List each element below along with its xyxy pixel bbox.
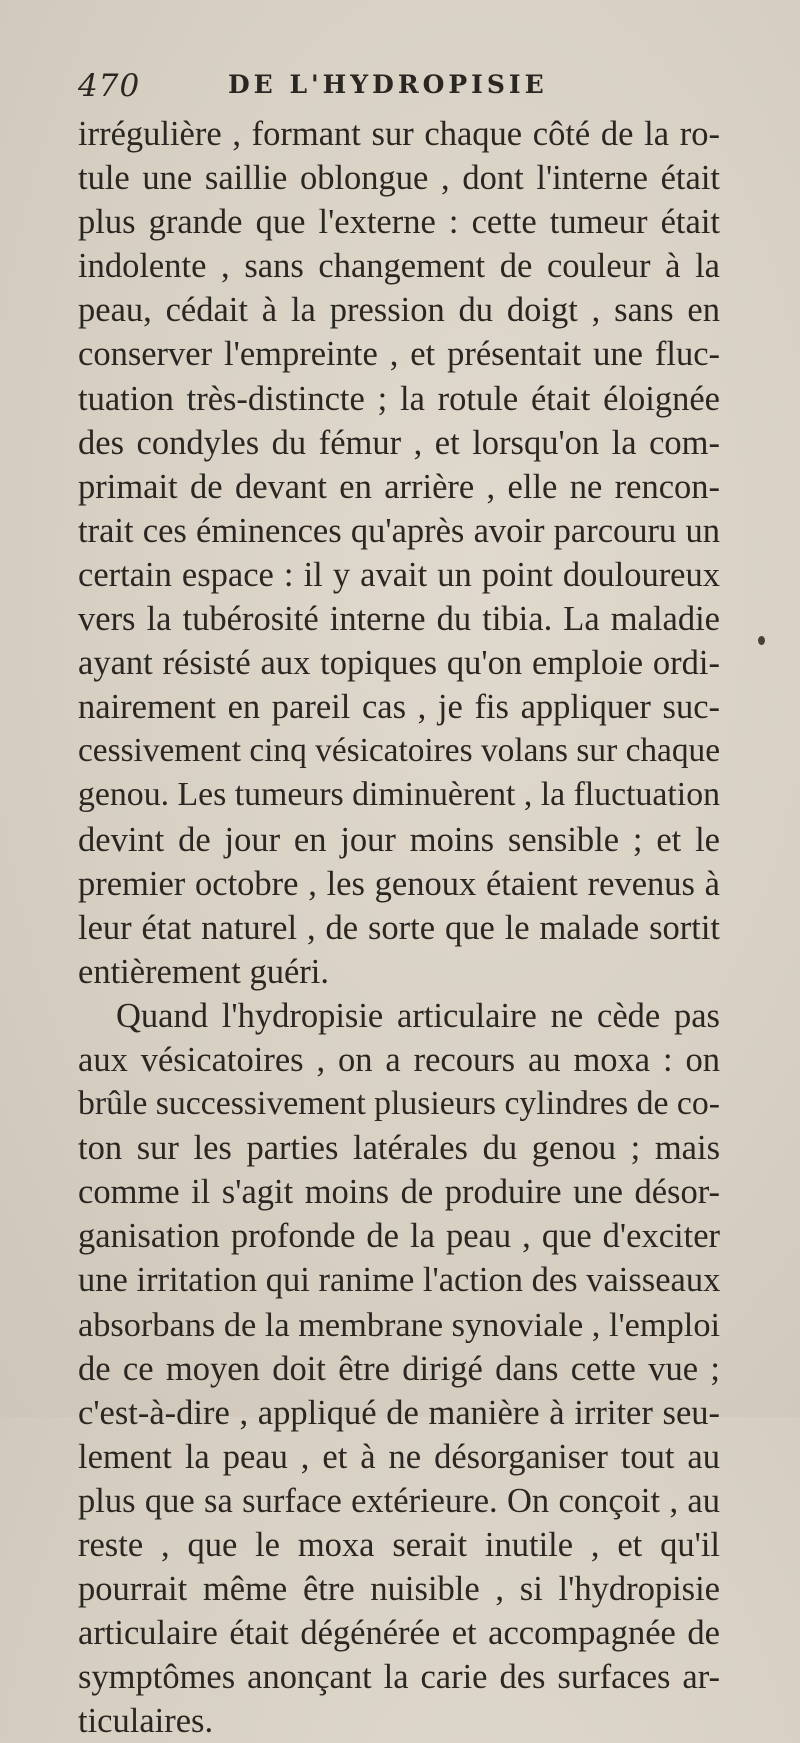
text-line: plus que sa surface extérieure. On conçoit , au	[78, 1481, 720, 1520]
text-line: indolente , sans changement de couleur à la	[78, 247, 720, 286]
text-line: aux vésicatoires , on a recours au moxa : on	[78, 1040, 720, 1079]
text-line: primait de devant en arrière , elle ne rencon-	[78, 467, 720, 506]
text-line: irrégulière , formant sur chaque côté de la ro-	[78, 115, 720, 153]
text-line: de ce moyen doit être dirigé dans cette vue ;	[78, 1349, 720, 1388]
text-line: Quand l'hydropisie articulaire ne cède pas	[116, 996, 720, 1035]
text-line: certain espace : il y avait un point douloureux	[78, 555, 720, 594]
text-line: ayant résisté aux topiques qu'on emploie ordi-	[78, 644, 720, 683]
text-line: genou. Les tumeurs diminuèrent , la fluctuation	[78, 776, 720, 814]
text-line: absorbans de la membrane synoviale , l'emploi	[78, 1305, 721, 1344]
text-line: devint de jour en jour moins sensible ; et le	[78, 820, 720, 859]
running-title: DE L'HYDROPISIE	[228, 70, 548, 99]
text-line: articulaire était dégénérée et accompagnée de	[78, 1614, 720, 1653]
page-number: 470	[78, 68, 141, 104]
text-line: tuation très-distincte ; la rotule était éloignée	[78, 379, 720, 418]
ink-speck	[758, 636, 765, 645]
text-line: reste , que le moxa serait inutile , et qu'il	[78, 1526, 720, 1564]
text-line: trait ces éminences qu'après avoir parcouru un	[78, 511, 720, 550]
running-head	[78, 68, 718, 108]
text-line: leur état naturel , de sorte que le malade sortit	[78, 908, 720, 947]
text-line: ganisation profonde de la peau , que d'exciter	[78, 1217, 720, 1256]
text-line: une irritation qui ranime l'action des vaisseaux	[78, 1261, 721, 1300]
text-line: tule une saillie oblongue , dont l'interne était	[78, 159, 720, 198]
text-line: peau, cédait à la pression du doigt , sans en	[78, 291, 720, 330]
text-line: entièrement guéri.	[78, 952, 329, 991]
text-line: symptômes anonçant la carie des surfaces ar-	[78, 1658, 720, 1697]
text-line: premier octobre , les genoux étaient revenus à	[78, 864, 720, 903]
text-line: lement la peau , et à ne désorganiser tout au	[78, 1437, 720, 1476]
body-text	[78, 112, 720, 1743]
text-line: cessivement cinq vésicatoires volans sur chaque	[78, 732, 720, 770]
text-line: comme il s'agit moins de produire une désor-	[78, 1173, 720, 1212]
text-line: brûle successivement plusieurs cylindres de co-	[78, 1085, 720, 1123]
text-line: c'est-à-dire , appliqué de manière à irriter seu-	[78, 1393, 720, 1432]
text-line: vers la tubérosité interne du tibia. La maladie	[78, 600, 720, 639]
text-line: ton sur les parties latérales du genou ; mais	[78, 1129, 720, 1168]
text-line: ticulaires.	[78, 1702, 214, 1741]
text-line: conserver l'empreinte , et présentait une fluc-	[78, 335, 720, 374]
text-line: nairement en pareil cas , je fis appliquer suc-	[78, 688, 720, 727]
text-line: des condyles du fémur , et lorsqu'on la com-	[78, 423, 720, 462]
text-line: pourrait même être nuisible , si l'hydropisie	[78, 1570, 720, 1609]
text-line: plus grande que l'externe : cette tumeur était	[78, 203, 720, 242]
